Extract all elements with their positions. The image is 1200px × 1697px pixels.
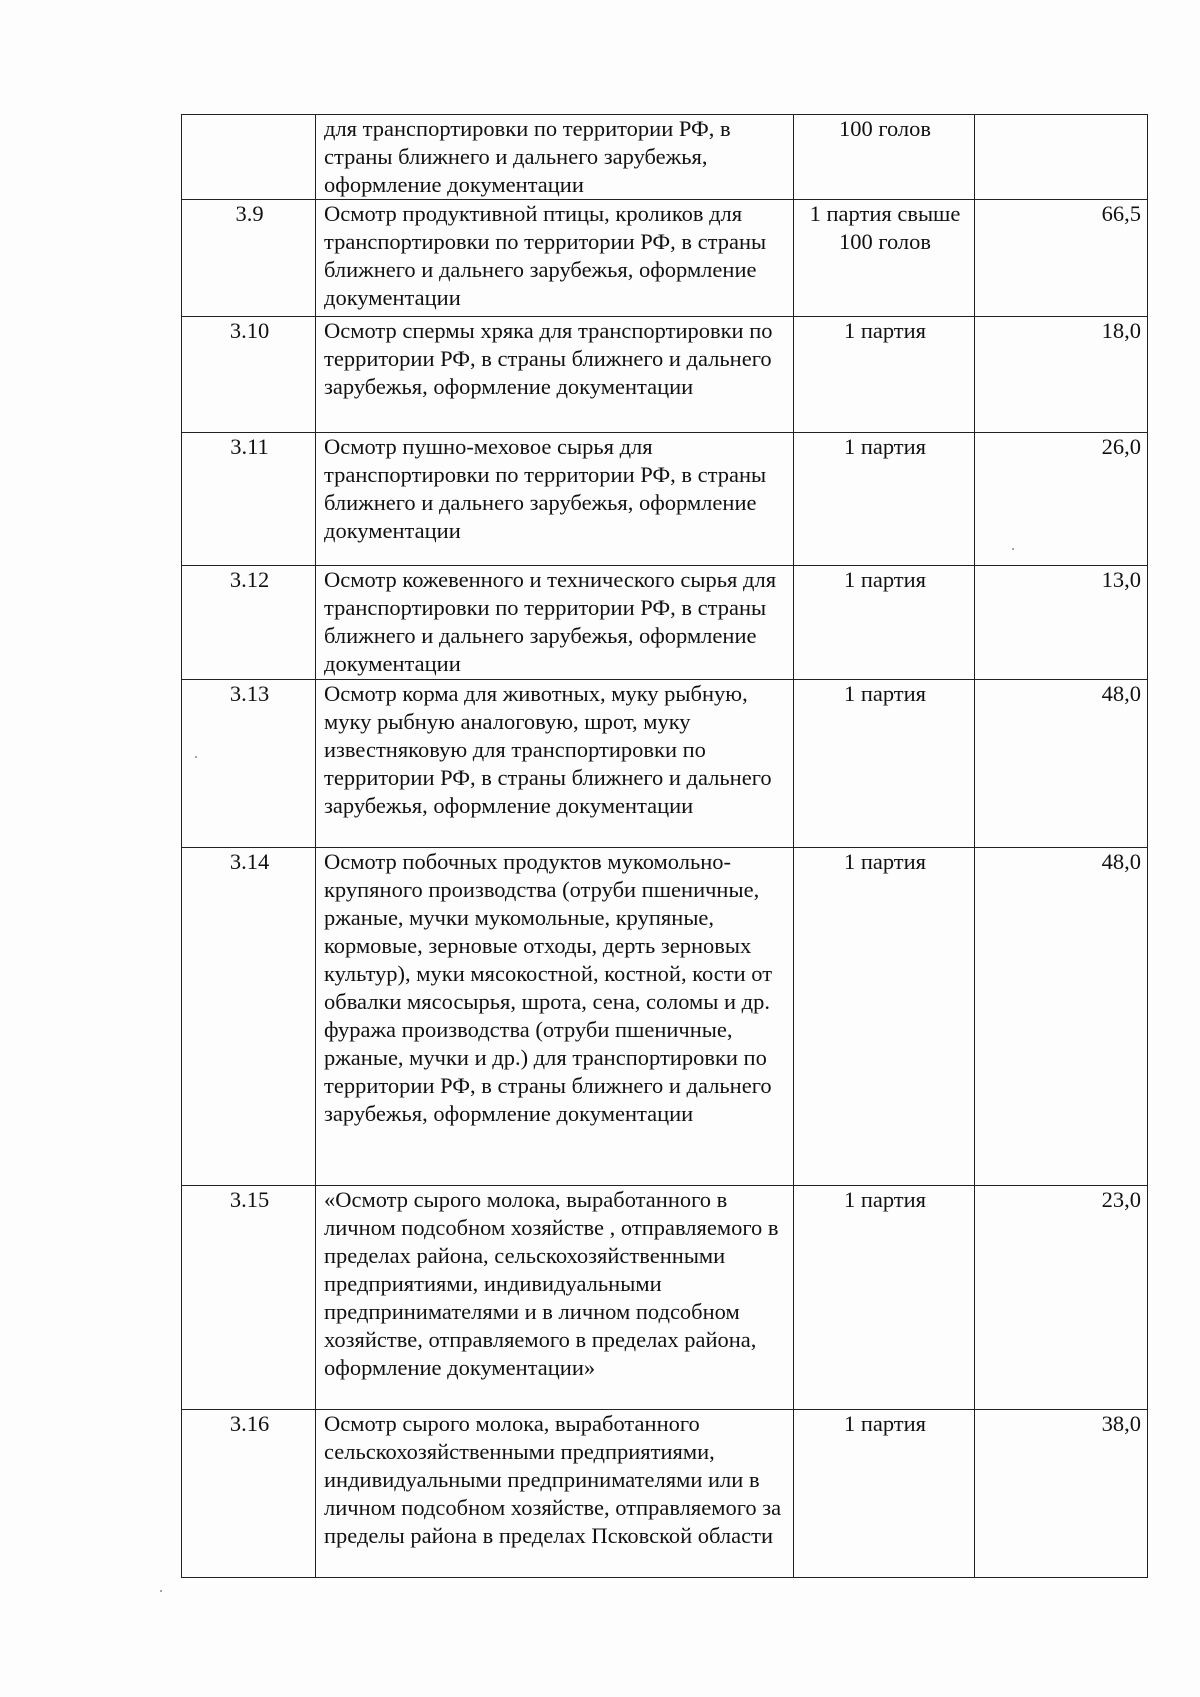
service-description: Осмотр пушно-меховое сырья для транспортировки по территории РФ, в страны ближнего и дальнего зарубежья, оформление документации — [316, 433, 794, 566]
table-row — [182, 1186, 1148, 1410]
price-value: 13,0 — [975, 566, 1148, 680]
price-value: 38,0 — [975, 1410, 1148, 1578]
price-table — [181, 114, 1148, 1578]
service-description: Осмотр побочных продуктов мукомольно-крупяного производства (отруби пшеничные, ржаные, мучки мукомольные, крупяные, кормовые, зерновые отходы, дерть зерновых культур), муки мясокостной, костной, кости от обвалки мясосырья, шрота, сена, соломы и др. фуража производства (отруби пшеничные, ржаные, мучки и др.) для транспортировки по территории РФ, в страны ближнего и дальнего зарубежья, оформление документации — [316, 848, 794, 1186]
row-number — [182, 115, 316, 200]
price-value: 18,0 — [975, 317, 1148, 433]
scan-speck — [1012, 548, 1014, 550]
table-row — [182, 317, 1148, 433]
service-description: Осмотр кожевенного и технического сырья для транспортировки по территории РФ, в страны ближнего и дальнего зарубежья, оформление документации — [316, 566, 794, 680]
unit-of-measure: 1 партия — [794, 1186, 975, 1410]
row-number: 3.16 — [182, 1410, 316, 1578]
table-row — [182, 566, 1148, 680]
row-number: 3.15 — [182, 1186, 316, 1410]
service-description: Осмотр спермы хряка для транспортировки по территории РФ, в страны ближнего и дальнего зарубежья, оформление документации — [316, 317, 794, 433]
table-row — [182, 433, 1148, 566]
unit-of-measure: 1 партия — [794, 433, 975, 566]
row-number: 3.12 — [182, 566, 316, 680]
row-number: 3.13 — [182, 680, 316, 848]
unit-of-measure: 1 партия — [794, 317, 975, 433]
unit-of-measure: 1 партия — [794, 1410, 975, 1578]
service-description: Осмотр корма для животных, муку рыбную, муку рыбную аналоговую, шрот, муку известняковую для транспортировки по территории РФ, в страны ближнего и дальнего зарубежья, оформление документации — [316, 680, 794, 848]
service-description: Осмотр продуктивной птицы, кроликов для транспортировки по территории РФ, в страны ближнего и дальнего зарубежья, оформление документации — [316, 200, 794, 317]
table-row — [182, 115, 1148, 200]
unit-of-measure: 1 партия — [794, 680, 975, 848]
price-value: 48,0 — [975, 848, 1148, 1186]
row-number: 3.9 — [182, 200, 316, 317]
price-value: 48,0 — [975, 680, 1148, 848]
table-row — [182, 680, 1148, 848]
price-value: 66,5 — [975, 200, 1148, 317]
price-value: 23,0 — [975, 1186, 1148, 1410]
table-row — [182, 1410, 1148, 1578]
table-row — [182, 200, 1148, 317]
service-description: для транспортировки по территории РФ, в страны ближнего и дальнего зарубежья, оформление документации — [316, 115, 794, 200]
price-value — [975, 115, 1148, 200]
row-number: 3.11 — [182, 433, 316, 566]
row-number: 3.10 — [182, 317, 316, 433]
scan-speck — [195, 756, 197, 758]
service-description: Осмотр сырого молока, выработанного сельскохозяйственными предприятиями, индивидуальными предпринимателями или в личном подсобном хозяйстве, отправляемого за пределы района в пределах Псковской области — [316, 1410, 794, 1578]
unit-of-measure: 100 голов — [794, 115, 975, 200]
table-row — [182, 848, 1148, 1186]
service-description: «Осмотр сырого молока, выработанного в личном подсобном хозяйстве , отправляемого в пределах района, сельскохозяйственными предприятиями, индивидуальными предпринимателями и в личном подсобном хозяйстве, отправляемого в пределах района, оформление документации» — [316, 1186, 794, 1410]
unit-of-measure: 1 партия — [794, 848, 975, 1186]
unit-of-measure: 1 партия — [794, 566, 975, 680]
unit-of-measure: 1 партия свыше 100 голов — [794, 200, 975, 317]
price-value: 26,0 — [975, 433, 1148, 566]
scan-speck — [160, 1590, 162, 1592]
row-number: 3.14 — [182, 848, 316, 1186]
